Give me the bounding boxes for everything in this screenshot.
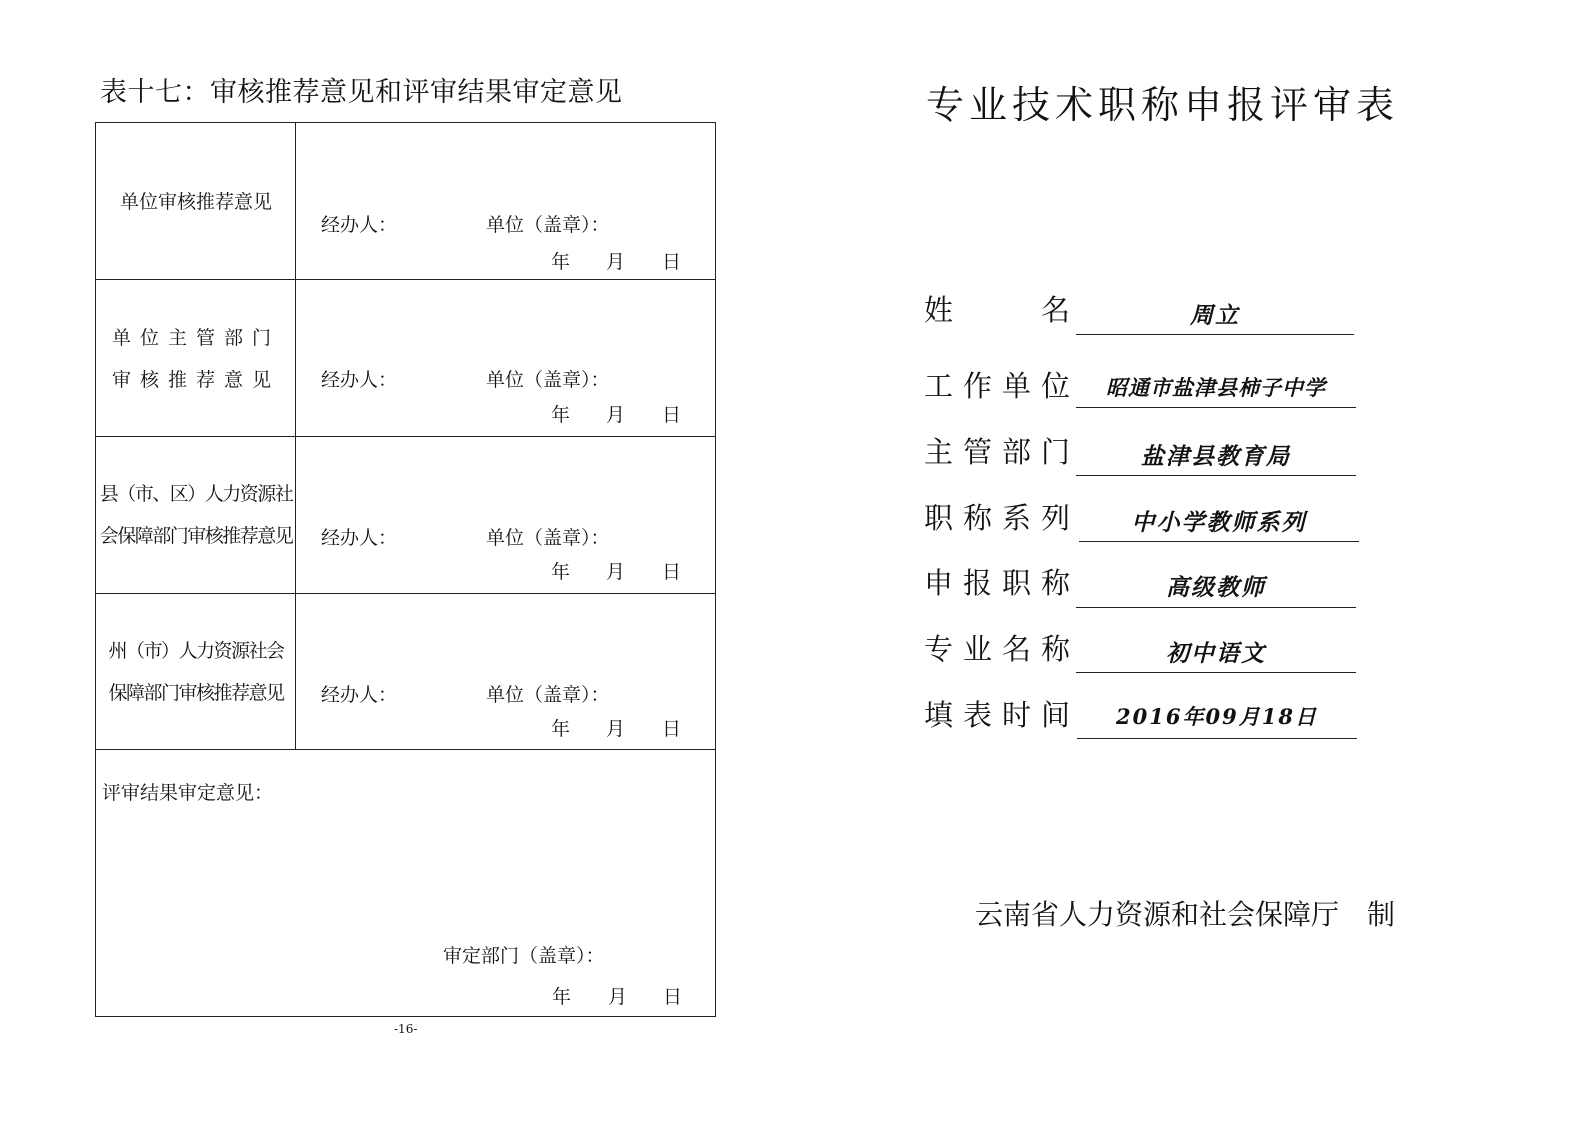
field-value-applied-title: 高级教师: [1166, 574, 1266, 601]
issuer-line: 云南省人力资源和社会保障厅 制: [975, 898, 1396, 931]
date-year: 年: [551, 561, 571, 583]
field-label-text: 姓名: [924, 293, 1159, 327]
date-day: 日: [662, 404, 682, 426]
unit-seal-label: 单位（盖章）：: [486, 527, 610, 549]
field-value-name: 周立: [1190, 302, 1240, 329]
date-day: 日: [662, 561, 682, 583]
row-label-line-2: 审核推荐意见: [111, 369, 280, 391]
cover-title: 专业技术职称申报评审表: [926, 83, 1400, 127]
field-label-work-unit: 工作单位: [924, 369, 1081, 403]
table-title: 表十七：审核推荐意见和评审结果审定意见: [100, 77, 623, 108]
row-label-line-1: 单位主管部门: [111, 327, 280, 349]
final-review-section: [96, 750, 715, 1016]
field-underline: [1079, 541, 1359, 542]
row-label-cell: [96, 437, 296, 593]
row-label-cell: [96, 123, 296, 279]
date-month: 月: [608, 986, 628, 1008]
field-label-fill-date: 填表时间: [924, 698, 1081, 732]
field-value-work-unit: 昭通市盐津县柿子中学: [1106, 375, 1326, 400]
date-month: 月: [606, 561, 626, 583]
date-year: 年: [551, 718, 571, 740]
final-review-label: 评审结果审定意见：: [102, 782, 274, 804]
date-year: 年: [551, 251, 571, 273]
field-value-supervising-dept: 盐津县教育局: [1141, 443, 1291, 470]
row-label-line-1: 县（市、区）人力资源社: [99, 483, 293, 505]
date-year: 年: [551, 404, 571, 426]
table-row: [96, 123, 715, 280]
row-label-line-2: 保障部门审核推荐意见: [108, 682, 284, 704]
date-month: 月: [606, 251, 626, 273]
date-month: 月: [606, 404, 626, 426]
unit-seal-label: 单位（盖章）：: [486, 369, 610, 391]
field-value-specialty: 初中语文: [1166, 640, 1266, 667]
date-month: 月: [606, 718, 626, 740]
field-label-name: [924, 288, 1159, 329]
field-label-specialty: 专业名称: [924, 632, 1081, 666]
review-dept-seal-label: 审定部门（盖章）：: [443, 945, 605, 967]
field-underline: [1076, 475, 1356, 476]
field-label-title-series: 职称系列: [924, 501, 1081, 535]
field-value-title-series: 中小学教师系列: [1131, 509, 1307, 536]
field-label-applied-title: 申报职称: [924, 566, 1081, 600]
table-row: [96, 437, 715, 594]
field-underline: [1076, 407, 1356, 408]
handler-label: 经办人：: [321, 214, 398, 236]
row-label-line-1: 州（市）人力资源社会: [108, 640, 284, 662]
unit-seal-label: 单位（盖章）：: [486, 684, 610, 706]
field-underline: [1076, 334, 1354, 335]
row-label-line-2: 会保障部门审核推荐意见: [99, 525, 293, 547]
field-underline: [1076, 672, 1356, 673]
row-label: 单位审核推荐意见: [119, 191, 272, 213]
row-label-cell: [96, 594, 296, 749]
handler-label: 经办人：: [321, 369, 398, 391]
date-year: 年: [552, 986, 572, 1008]
date-day: 日: [662, 251, 682, 273]
row-label-cell: [96, 280, 296, 436]
date-day: 日: [663, 986, 683, 1008]
handler-label: 经办人：: [321, 527, 398, 549]
review-opinion-table: [95, 122, 716, 1017]
field-underline: [1077, 738, 1357, 739]
field-underline: [1076, 607, 1356, 608]
handler-label: 经办人：: [321, 684, 398, 706]
unit-seal-label: 单位（盖章）：: [486, 214, 610, 236]
date-day: 日: [662, 718, 682, 740]
table-row: [96, 280, 715, 437]
table-row: [96, 594, 715, 750]
field-value-fill-date: 2016年09月18日: [1116, 704, 1318, 729]
field-label-supervising-dept: 主管部门: [924, 435, 1081, 469]
page-number: -16-: [394, 1022, 418, 1036]
